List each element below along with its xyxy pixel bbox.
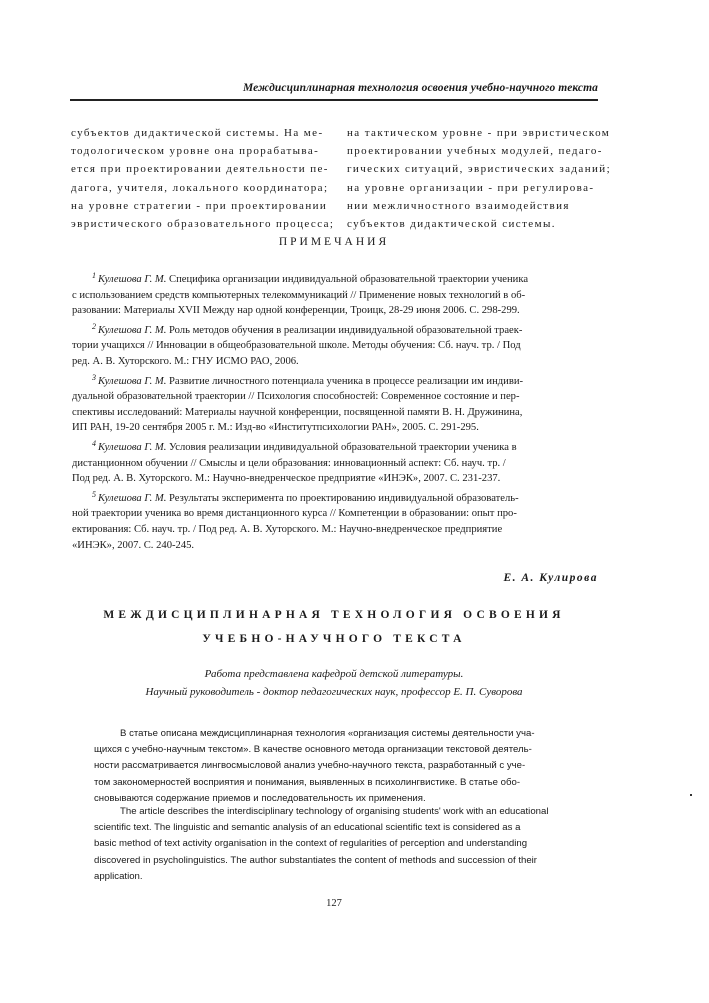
note-first-line bbox=[72, 487, 600, 507]
text-line: гических ситуаций, эвристических заданий; bbox=[347, 163, 612, 176]
abstract-line: scientific text. The linguistic and semantic analysis of an educational scientific text is considered as a bbox=[94, 822, 521, 834]
note-author: Кулешова Г. М. bbox=[98, 492, 167, 504]
text-line: субъектов дидактической системы. На ме- bbox=[71, 127, 324, 139]
note-author: Кулешова Г. М. bbox=[98, 441, 167, 453]
abstract-line: discovered in psycholinguistics. The author substantiates the content of methods and succession of their bbox=[94, 854, 537, 866]
text-line: нии межличностного взаимодействия bbox=[347, 199, 570, 212]
note-line: с использованием средств компьютерных телекоммуникаций // Применение новых технологий в об- bbox=[72, 289, 526, 301]
header-rule bbox=[70, 99, 598, 101]
article-author: Е. А. Кулирова bbox=[503, 572, 598, 584]
note-first-line bbox=[72, 268, 600, 288]
text-line: эвристического образовательного процесса; bbox=[71, 218, 335, 231]
text-line: тодологическом уровне она прорабатыва- bbox=[71, 145, 320, 158]
note-line: дистанционном обучении // Смыслы и цели образования: инновационный аспект: Сб. науч. тр. / bbox=[72, 457, 506, 469]
note-number: 1 bbox=[92, 271, 96, 280]
affiliation-line: Работа представлена кафедрой детской литературы. bbox=[204, 668, 464, 680]
note-line: спективы исследований: Материалы научной конференции, посвященной памяти В. Н. Дружинина, bbox=[72, 406, 523, 418]
note-text: Специфика организации индивидуальной образовательной траектории ученика bbox=[169, 274, 529, 285]
text-line: дагога, учителя, локального координатора; bbox=[71, 181, 329, 194]
text-line: ется при проектировании деятельности пе- bbox=[71, 163, 329, 176]
notes-heading: ПРИМЕЧАНИЯ bbox=[278, 236, 390, 248]
text-line: на уровне стратегии - при проектировании bbox=[71, 199, 328, 212]
note-line: «ИНЭК», 2007. С. 240-245. bbox=[72, 539, 195, 551]
abstract-line: basic method of text activity organisation in the context of regularities of perception and understanding bbox=[94, 838, 528, 850]
abstract-line: щихся с учебно-научным текстом». В качестве основного метода организации текстовой деятель- bbox=[94, 744, 532, 756]
running-header: Междисциплинарная технология освоения учебно-научного текста bbox=[242, 82, 598, 94]
note-line: разовании: Материалы XVII Между нар одной конференции, Троицк, 28-29 июня 2006. С. 298-299. bbox=[72, 305, 520, 317]
abstract-line: сновываются содержание приемов и последовательность их применения. bbox=[94, 792, 426, 804]
affiliation bbox=[70, 665, 598, 701]
text-line: на уровне организации - при регулирова- bbox=[347, 181, 595, 194]
note-text: Развитие личностного потенциала ученика в процессе реализации им индиви- bbox=[169, 375, 524, 387]
note-item bbox=[72, 370, 600, 436]
note-first-line bbox=[72, 319, 600, 339]
note-item bbox=[72, 487, 600, 553]
note-number: 2 bbox=[92, 321, 96, 331]
note-number: 5 bbox=[92, 489, 96, 499]
note-line: дуальной образовательной траектории // Психология способностей: Современное состояние и пер- bbox=[72, 391, 520, 403]
abstract-russian bbox=[94, 726, 584, 807]
text-line: на тактическом уровне - при эвристическом bbox=[347, 127, 611, 139]
abstract-line: том закономерностей восприятия и понимания, выявленных в психолингвистике. В статье обо- bbox=[94, 776, 521, 788]
text-column-left bbox=[71, 124, 335, 233]
note-line: ИП РАН, 19-20 сентября 2005 г. М.: Изд-во «Институтпсихологии РАН», 2005. С. 291-295. bbox=[72, 422, 479, 434]
note-item bbox=[72, 436, 600, 487]
text-line: субъектов дидактической системы. bbox=[347, 218, 556, 231]
note-number: 4 bbox=[92, 438, 96, 448]
note-text: Роль методов обучения в реализации индивидуальной образовательной траек- bbox=[169, 324, 523, 336]
note-line: ной траектории ученика во время дистанционного курса // Компетенции в образовании: опыт про- bbox=[72, 508, 517, 520]
abstract-english bbox=[94, 804, 584, 885]
note-author: Кулешова Г. М. bbox=[98, 375, 167, 387]
scan-speck bbox=[690, 794, 692, 796]
note-line: Под ред. А. В. Хуторского. М.: Научно-внедренческое предприятие «ИНЭК», 2007. С. 231-237. bbox=[72, 473, 501, 485]
note-text: Результаты эксперимента по проектированию индивидуальной образователь- bbox=[169, 492, 519, 504]
note-number: 3 bbox=[92, 372, 96, 382]
article-title bbox=[70, 603, 598, 651]
note-first-line bbox=[72, 370, 600, 390]
note-author: Кулешова Г. М. bbox=[98, 324, 167, 336]
note-line: ред. А. В. Хуторского. М.: ГНУ ИСМО РАО, 2006. bbox=[72, 355, 299, 367]
note-line: тории учащихся // Инновации в общеобразовательной школе. Методы обучения: Сб. науч. тр. / Под bbox=[72, 340, 521, 352]
note-item bbox=[72, 319, 600, 370]
note-item bbox=[72, 268, 600, 319]
text-line: проектировании учебных модулей, педаго- bbox=[347, 145, 603, 158]
note-author: Кулешова Г. М. bbox=[98, 274, 167, 285]
note-text: Условия реализации индивидуальной образовательной траектории ученика в bbox=[169, 441, 517, 453]
title-line: УЧЕБНО-НАУЧНОГО ТЕКСТА bbox=[202, 633, 466, 645]
text-column-right bbox=[347, 124, 612, 233]
note-line: ектирования: Сб. науч. тр. / Под ред. А. В. Хуторского. М.: Научно-внедренческое предприятие bbox=[72, 523, 503, 535]
affiliation-line: Научный руководитель - доктор педагогических наук, профессор Е. П. Суворова bbox=[145, 686, 523, 698]
notes-list bbox=[72, 268, 600, 553]
title-line: МЕЖДИСЦИПЛИНАРНАЯ ТЕХНОЛОГИЯ ОСВОЕНИЯ bbox=[103, 609, 565, 621]
abstract-line: The article describes the interdisciplinary technology of organising students' work with an educational bbox=[120, 806, 549, 817]
abstract-line: application. bbox=[94, 870, 143, 882]
abstract-line: В статье описана междисциплинарная технология «организация системы деятельности уча- bbox=[120, 728, 535, 739]
abstract-line: ности рассматривается лингвосмысловой анализ учебно-научного текста, разработанный с уче- bbox=[94, 760, 526, 772]
page-number: 127 bbox=[326, 898, 342, 909]
note-first-line bbox=[72, 436, 600, 456]
